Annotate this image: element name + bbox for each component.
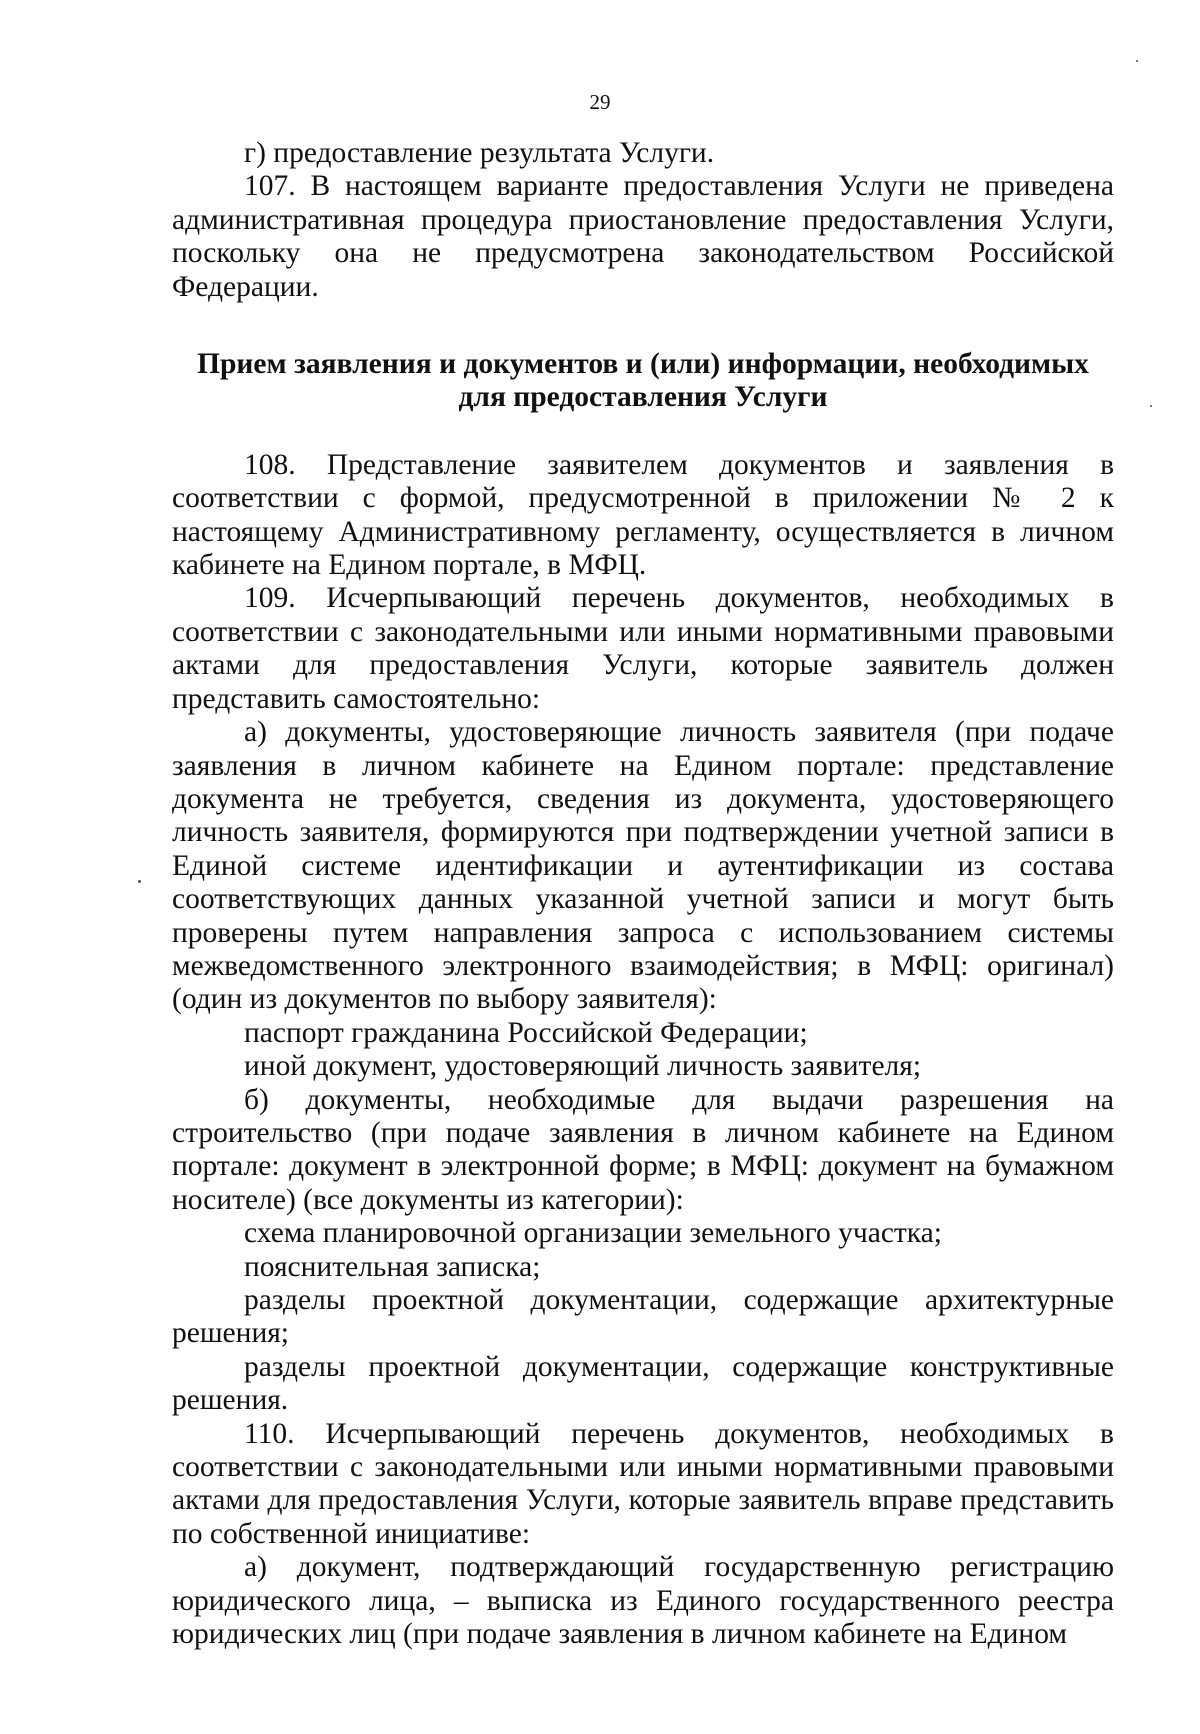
paragraph-109-b: б) документы, необходимые для выдачи разрешения на строительство (при подаче заявления в личном кабинете на Едином портале: документ в электронной форме; в МФЦ: документ на бумажном носителе) (все документы из категории): xyxy=(172,1083,1114,1216)
paragraph-107: 107. В настоящем варианте предоставления Услуги не приведена административная процедура приостановление предоставления Услуги, поскольку она не предусмотрена законодательством Российской Федерации. xyxy=(172,170,1114,303)
page-number: 29 xyxy=(589,90,611,114)
list-item-passport: паспорт гражданина Российской Федерации; xyxy=(244,1016,808,1049)
paragraph-110-a: а) документ, подтверждающий государственную регистрацию юридического лица, – выписка из Единого государственного реестра юридических лиц (при подаче заявления в личном кабинете на Едином xyxy=(172,1551,1114,1651)
paragraph-109: 109. Исчерпывающий перечень документов, необходимых в соответствии с законодательными или иными нормативными правовыми актами для предоставления Услуги, которые заявитель должен представить самостоятельно: xyxy=(172,582,1114,715)
scan-speck xyxy=(1150,405,1152,407)
list-item-explanatory-note: пояснительная записка; xyxy=(244,1250,541,1283)
scan-speck xyxy=(138,880,141,883)
paragraph-g-result: г) предоставление результата Услуги. xyxy=(244,137,715,169)
section-heading: Прием заявления и документов и (или) информации, необходимых для предоставления Услуги xyxy=(197,348,1089,414)
list-item-site-plan: схема планировочной организации земельного участка; xyxy=(244,1217,942,1250)
list-item-other-id: иной документ, удостоверяющий личность заявителя; xyxy=(244,1050,922,1083)
scan-speck xyxy=(1136,60,1138,62)
list-item-structural: разделы проектной документации, содержащие конструктивные решения. xyxy=(172,1350,1114,1417)
paragraph-108: 108. Представление заявителем документов и заявления в соответствии с формой, предусмотренной в приложении № 2 к настоящему Административному регламенту, осуществляется в личном кабинете на Едином портале, в МФЦ. xyxy=(172,448,1114,582)
paragraph-109-a: а) документы, удостоверяющие личность заявителя (при подаче заявления в личном кабинете на Едином портале: представление документа не требуется, сведения из документа, удостоверяющего личность заявителя, формируются при подтверждении учетной записи в Единой системе идентификации и аутентификации из состава соответствующих данных указанной учетной записи и могут быть проверены путем направления запроса с использованием системы межведомственного электронного взаимодействия; в МФЦ: оригинал) (один из документов по выбору заявителя): xyxy=(172,716,1114,1016)
document-body xyxy=(172,137,1114,1651)
list-item-architectural: разделы проектной документации, содержащие архитектурные решения; xyxy=(172,1284,1114,1350)
paragraph-110: 110. Исчерпывающий перечень документов, необходимых в соответствии с законодательными или иными нормативными правовыми актами для предоставления Услуги, которые заявитель вправе представить по собственной инициативе: xyxy=(172,1417,1114,1550)
